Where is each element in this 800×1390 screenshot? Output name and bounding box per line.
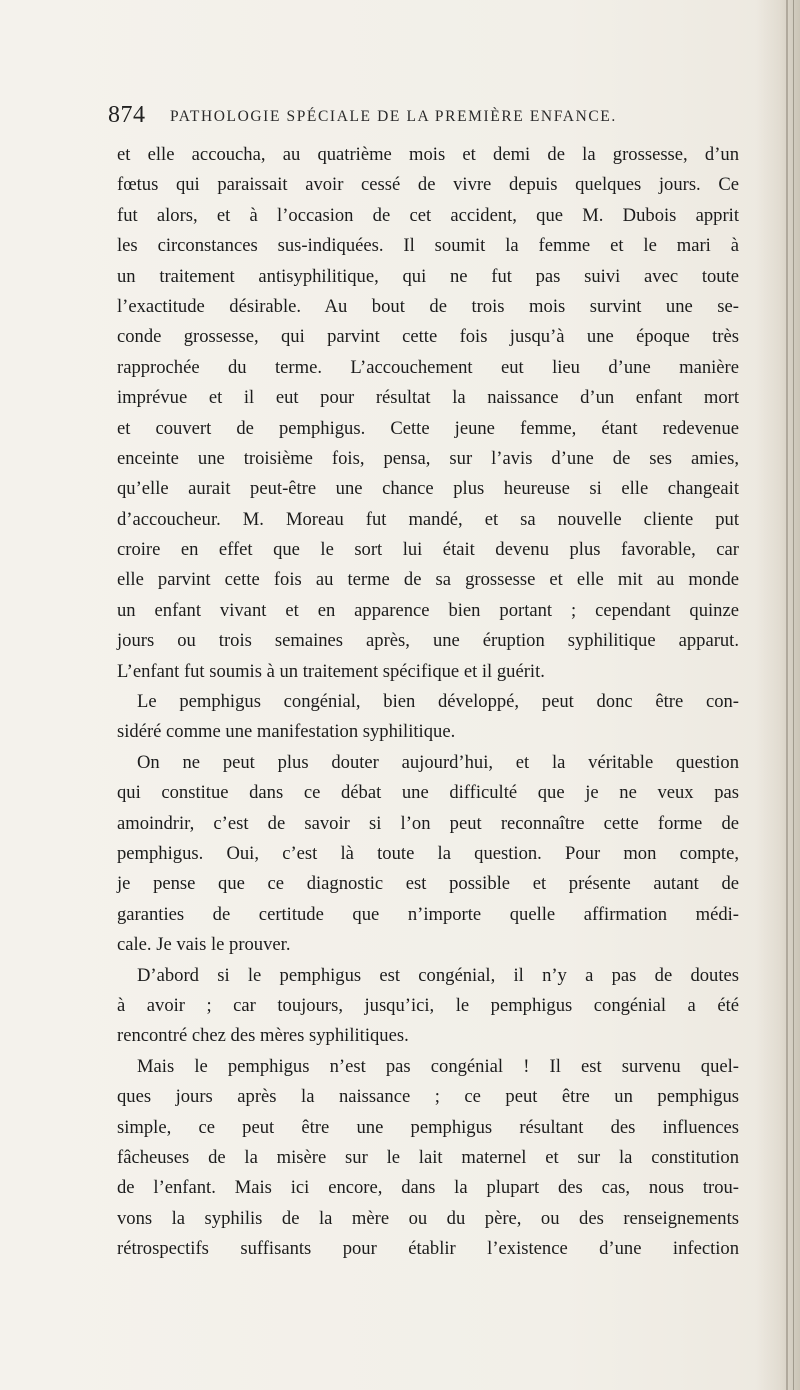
text-line: L’enfant fut soumis à un traitement spécifique et il guérit. bbox=[117, 660, 545, 682]
text-line: vons la syphilis de la mère ou du père, ou des renseignements bbox=[117, 1207, 739, 1229]
text-line: l’exactitude désirable. Au bout de trois mois survint une se- bbox=[117, 295, 739, 317]
text-line: imprévue et il eut pour résultat la naissance d’un enfant mort bbox=[117, 387, 739, 409]
text-line: fut alors, et à l’occasion de cet accident, que M. Dubois apprit bbox=[117, 204, 739, 226]
text-line: Mais le pemphigus n’est pas congénial ! Il est survenu quel- bbox=[137, 1055, 739, 1077]
page-edge-line-outer bbox=[793, 0, 794, 1390]
text-line: enceinte une troisième fois, pensa, sur l’avis d’une de ses amies, bbox=[117, 447, 739, 469]
text-line: rétrospectifs suffisants pour établir l’existence d’une infection bbox=[117, 1238, 739, 1260]
text-line: rencontré chez des mères syphilitiques. bbox=[117, 1025, 409, 1047]
page-header bbox=[108, 96, 748, 136]
text-line: les circonstances sus-indiquées. Il soumit la femme et le mari à bbox=[117, 235, 739, 257]
text-line: un enfant vivant et en apparence bien portant ; cependant quinze bbox=[117, 599, 739, 621]
text-line: On ne peut plus douter aujourd’hui, et la véritable question bbox=[137, 751, 739, 773]
text-line: je pense que ce diagnostic est possible et présente autant de bbox=[117, 873, 739, 895]
text-line: qui constitue dans ce débat une difficulté que je ne veux pas bbox=[117, 782, 739, 804]
text-line: croire en effet que le sort lui était devenu plus favorable, car bbox=[117, 539, 739, 561]
text-line: qu’elle aurait peut-être une chance plus heureuse si elle changeait bbox=[117, 478, 739, 500]
text-line: cale. Je vais le prouver. bbox=[117, 934, 291, 956]
running-head: PATHOLOGIE SPÉCIALE DE LA PREMIÈRE ENFANCE. bbox=[170, 108, 617, 125]
text-line: d’accoucheur. M. Moreau fut mandé, et sa nouvelle cliente put bbox=[117, 508, 739, 530]
text-line: amoindrir, c’est de savoir si l’on peut reconnaître cette forme de bbox=[117, 812, 739, 834]
text-line: de l’enfant. Mais ici encore, dans la plupart des cas, nous trou- bbox=[117, 1177, 739, 1199]
page-number: 874 bbox=[108, 102, 146, 128]
text-line: un traitement antisyphilitique, qui ne fut pas suivi avec toute bbox=[117, 265, 739, 287]
text-line: conde grossesse, qui parvint cette fois jusqu’à une époque très bbox=[117, 326, 739, 348]
text-line: ques jours après la naissance ; ce peut être un pemphigus bbox=[117, 1086, 739, 1108]
text-line: elle parvint cette fois au terme de sa grossesse et elle mit au monde bbox=[117, 569, 739, 591]
body-text bbox=[117, 140, 739, 1264]
text-line: et couvert de pemphigus. Cette jeune femme, étant redevenue bbox=[117, 417, 739, 439]
page-edge-line bbox=[786, 0, 788, 1390]
text-line: fâcheuses de la misère sur le lait maternel et sur la constitution bbox=[117, 1146, 739, 1168]
text-line: à avoir ; car toujours, jusqu’ici, le pemphigus congénial a été bbox=[117, 994, 739, 1016]
text-line: simple, ce peut être une pemphigus résultant des influences bbox=[117, 1116, 739, 1138]
text-line: pemphigus. Oui, c’est là toute la question. Pour mon compte, bbox=[117, 842, 739, 864]
text-line: garanties de certitude que n’importe quelle affirmation médi- bbox=[117, 903, 739, 925]
text-line: rapprochée du terme. L’accouchement eut lieu d’une manière bbox=[117, 356, 739, 378]
text-line: fœtus qui paraissait avoir cessé de vivre depuis quelques jours. Ce bbox=[117, 174, 739, 196]
text-line: Le pemphigus congénial, bien développé, peut donc être con- bbox=[137, 691, 739, 713]
text-line: sidéré comme une manifestation syphilitique. bbox=[117, 721, 456, 743]
text-line: jours ou trois semaines après, une éruption syphilitique apparut. bbox=[117, 630, 739, 652]
text-line: D’abord si le pemphigus est congénial, il n’y a pas de doutes bbox=[137, 964, 739, 986]
text-line: et elle accoucha, au quatrième mois et demi de la grossesse, d’un bbox=[117, 144, 739, 165]
